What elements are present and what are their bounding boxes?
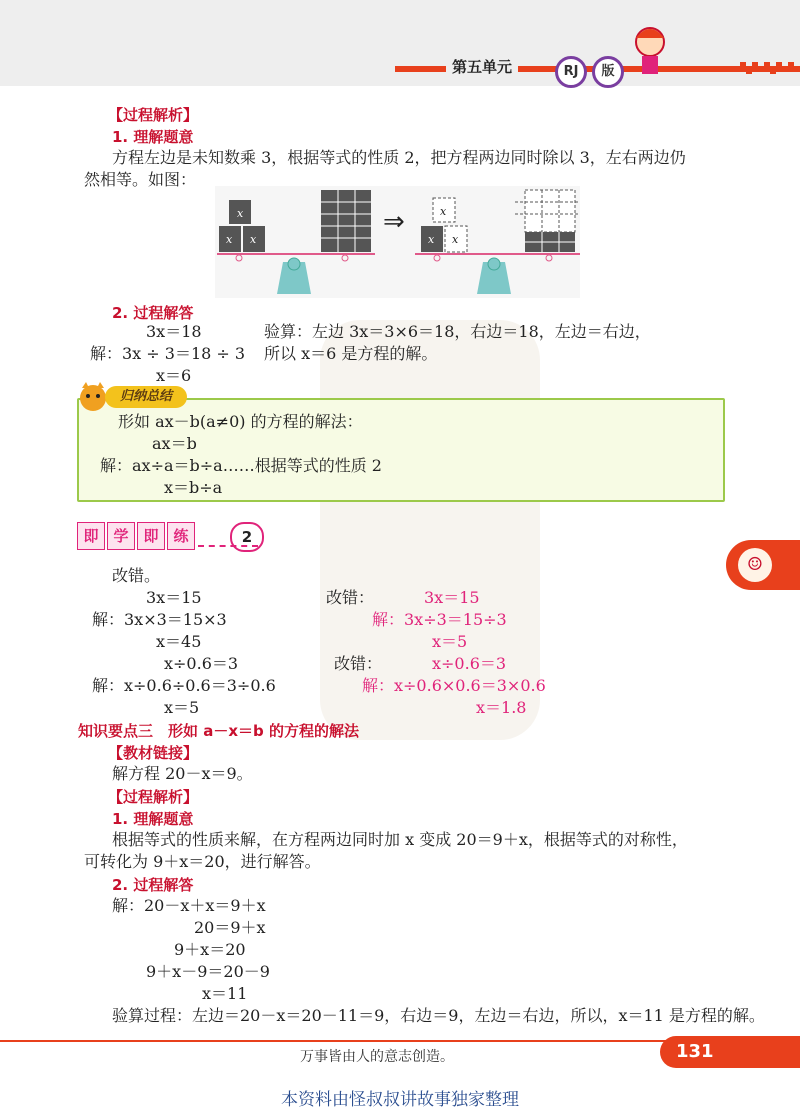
practice-char: 练 (167, 522, 195, 550)
wrong-line: 3x＝15 (146, 588, 202, 607)
process-analysis-heading: 【过程解析】 (108, 106, 199, 124)
fix-label: 改错： (326, 588, 375, 607)
understand-heading: 1. 理解题意 (112, 810, 194, 828)
textbook-link-heading: 【教材链接】 (108, 744, 199, 762)
fix-label: 改错： (334, 654, 383, 673)
checker-decoration (740, 60, 800, 80)
paragraph-line: 可转化为 9＋x＝20，进行解答。 (84, 852, 321, 871)
summary-line: ax＝b (152, 434, 197, 453)
solution-line: x＝11 (202, 984, 248, 1003)
check-line: 验算过程：左边＝20－x＝20－11＝9，右边＝9，左边＝右边，所以，x＝11 是方程的解。 (112, 1006, 765, 1025)
practice-intro: 改错。 (112, 566, 161, 585)
check-line: 验算：左边 3x＝3×6＝18，右边＝18，左边＝右边， (264, 322, 651, 341)
svg-text:x: x (237, 207, 244, 220)
solve-heading: 2. 过程解答 (112, 876, 194, 894)
wrong-line: x＝45 (156, 632, 202, 651)
correct-line: x＝5 (432, 632, 468, 651)
paragraph-line: 然相等。如图： (84, 170, 197, 189)
process-analysis-heading: 【过程解析】 (108, 788, 199, 806)
mascot-face-icon: ☺ (738, 548, 772, 582)
svg-text:x: x (250, 233, 257, 246)
arrow-icon: ⇒ (383, 207, 405, 237)
wrong-line: x＝5 (164, 698, 200, 717)
edition-badge: 版 (592, 56, 624, 88)
cartoon-girl-icon (620, 20, 680, 80)
header-band (0, 0, 800, 86)
summary-line: 形如 ax－b(a≠0) 的方程的解法： (118, 412, 363, 431)
svg-text:x: x (452, 233, 459, 246)
footer-motto: 万事皆由人的意志创造。 (300, 1049, 454, 1065)
unit-title: 第五单元 (446, 56, 518, 77)
equation-line: 3x＝18 (146, 322, 202, 341)
svg-text:x: x (226, 233, 233, 246)
equation-line: 解：3x ÷ 3＝18 ÷ 3 (90, 344, 246, 363)
correct-line: x÷0.6＝3 (432, 654, 507, 673)
solution-line: 9＋x＝20 (174, 940, 246, 959)
rj-badge: RJ (555, 56, 587, 88)
check-line: 所以 x＝6 是方程的解。 (264, 344, 438, 363)
task-line: 解方程 20－x＝9。 (112, 764, 253, 783)
solution-line: 9＋x－9＝20－9 (146, 962, 270, 981)
equation-line: x＝6 (156, 366, 192, 385)
wrong-line: 解：3x×3＝15×3 (92, 610, 227, 629)
summary-line: x＝b÷a (164, 478, 223, 497)
paragraph-line: 根据等式的性质来解，在方程两边同时加 x 变成 20＝9＋x，根据等式的对称性， (112, 830, 688, 849)
wrong-line: x÷0.6＝3 (164, 654, 239, 673)
credit-line: 本资料由怪叔叔讲故事独家整理 (281, 1090, 519, 1110)
practice-char: 即 (77, 522, 105, 550)
correct-line: 解：x÷0.6×0.6＝3×0.6 (362, 676, 546, 695)
understand-heading: 1. 理解题意 (112, 128, 194, 146)
balance-diagram (215, 186, 580, 298)
right-grid-block (321, 190, 371, 252)
practice-char: 学 (107, 522, 135, 550)
summary-line: 解：ax÷a＝b÷a……根据等式的性质 2 (100, 456, 382, 475)
practice-header (77, 522, 195, 548)
knowledge-point-title: 知识要点三 形如 a－x＝b 的方程的解法 (78, 722, 359, 740)
practice-char: 即 (137, 522, 165, 550)
summary-tag: 归纳总结 (105, 386, 187, 408)
practice-number: 2 (230, 522, 264, 552)
paragraph-line: 方程左边是未知数乘 3，根据等式的性质 2，把方程两边同时除以 3，左右两边仍 (112, 148, 686, 167)
side-tab (726, 540, 800, 590)
solution-line: 20＝9＋x (194, 918, 266, 937)
svg-text:x: x (440, 205, 447, 218)
solve-heading: 2. 过程解答 (112, 304, 194, 322)
correct-line: x＝1.8 (476, 698, 527, 717)
correct-line: 3x＝15 (424, 588, 480, 607)
svg-text:x: x (428, 233, 435, 246)
page-number: 131 (676, 1041, 714, 1062)
solution-line: 解：20－x＋x＝9＋x (112, 896, 266, 915)
wrong-line: 解：x÷0.6÷0.6＝3÷0.6 (92, 676, 276, 695)
correct-line: 解：3x÷3＝15÷3 (372, 610, 507, 629)
